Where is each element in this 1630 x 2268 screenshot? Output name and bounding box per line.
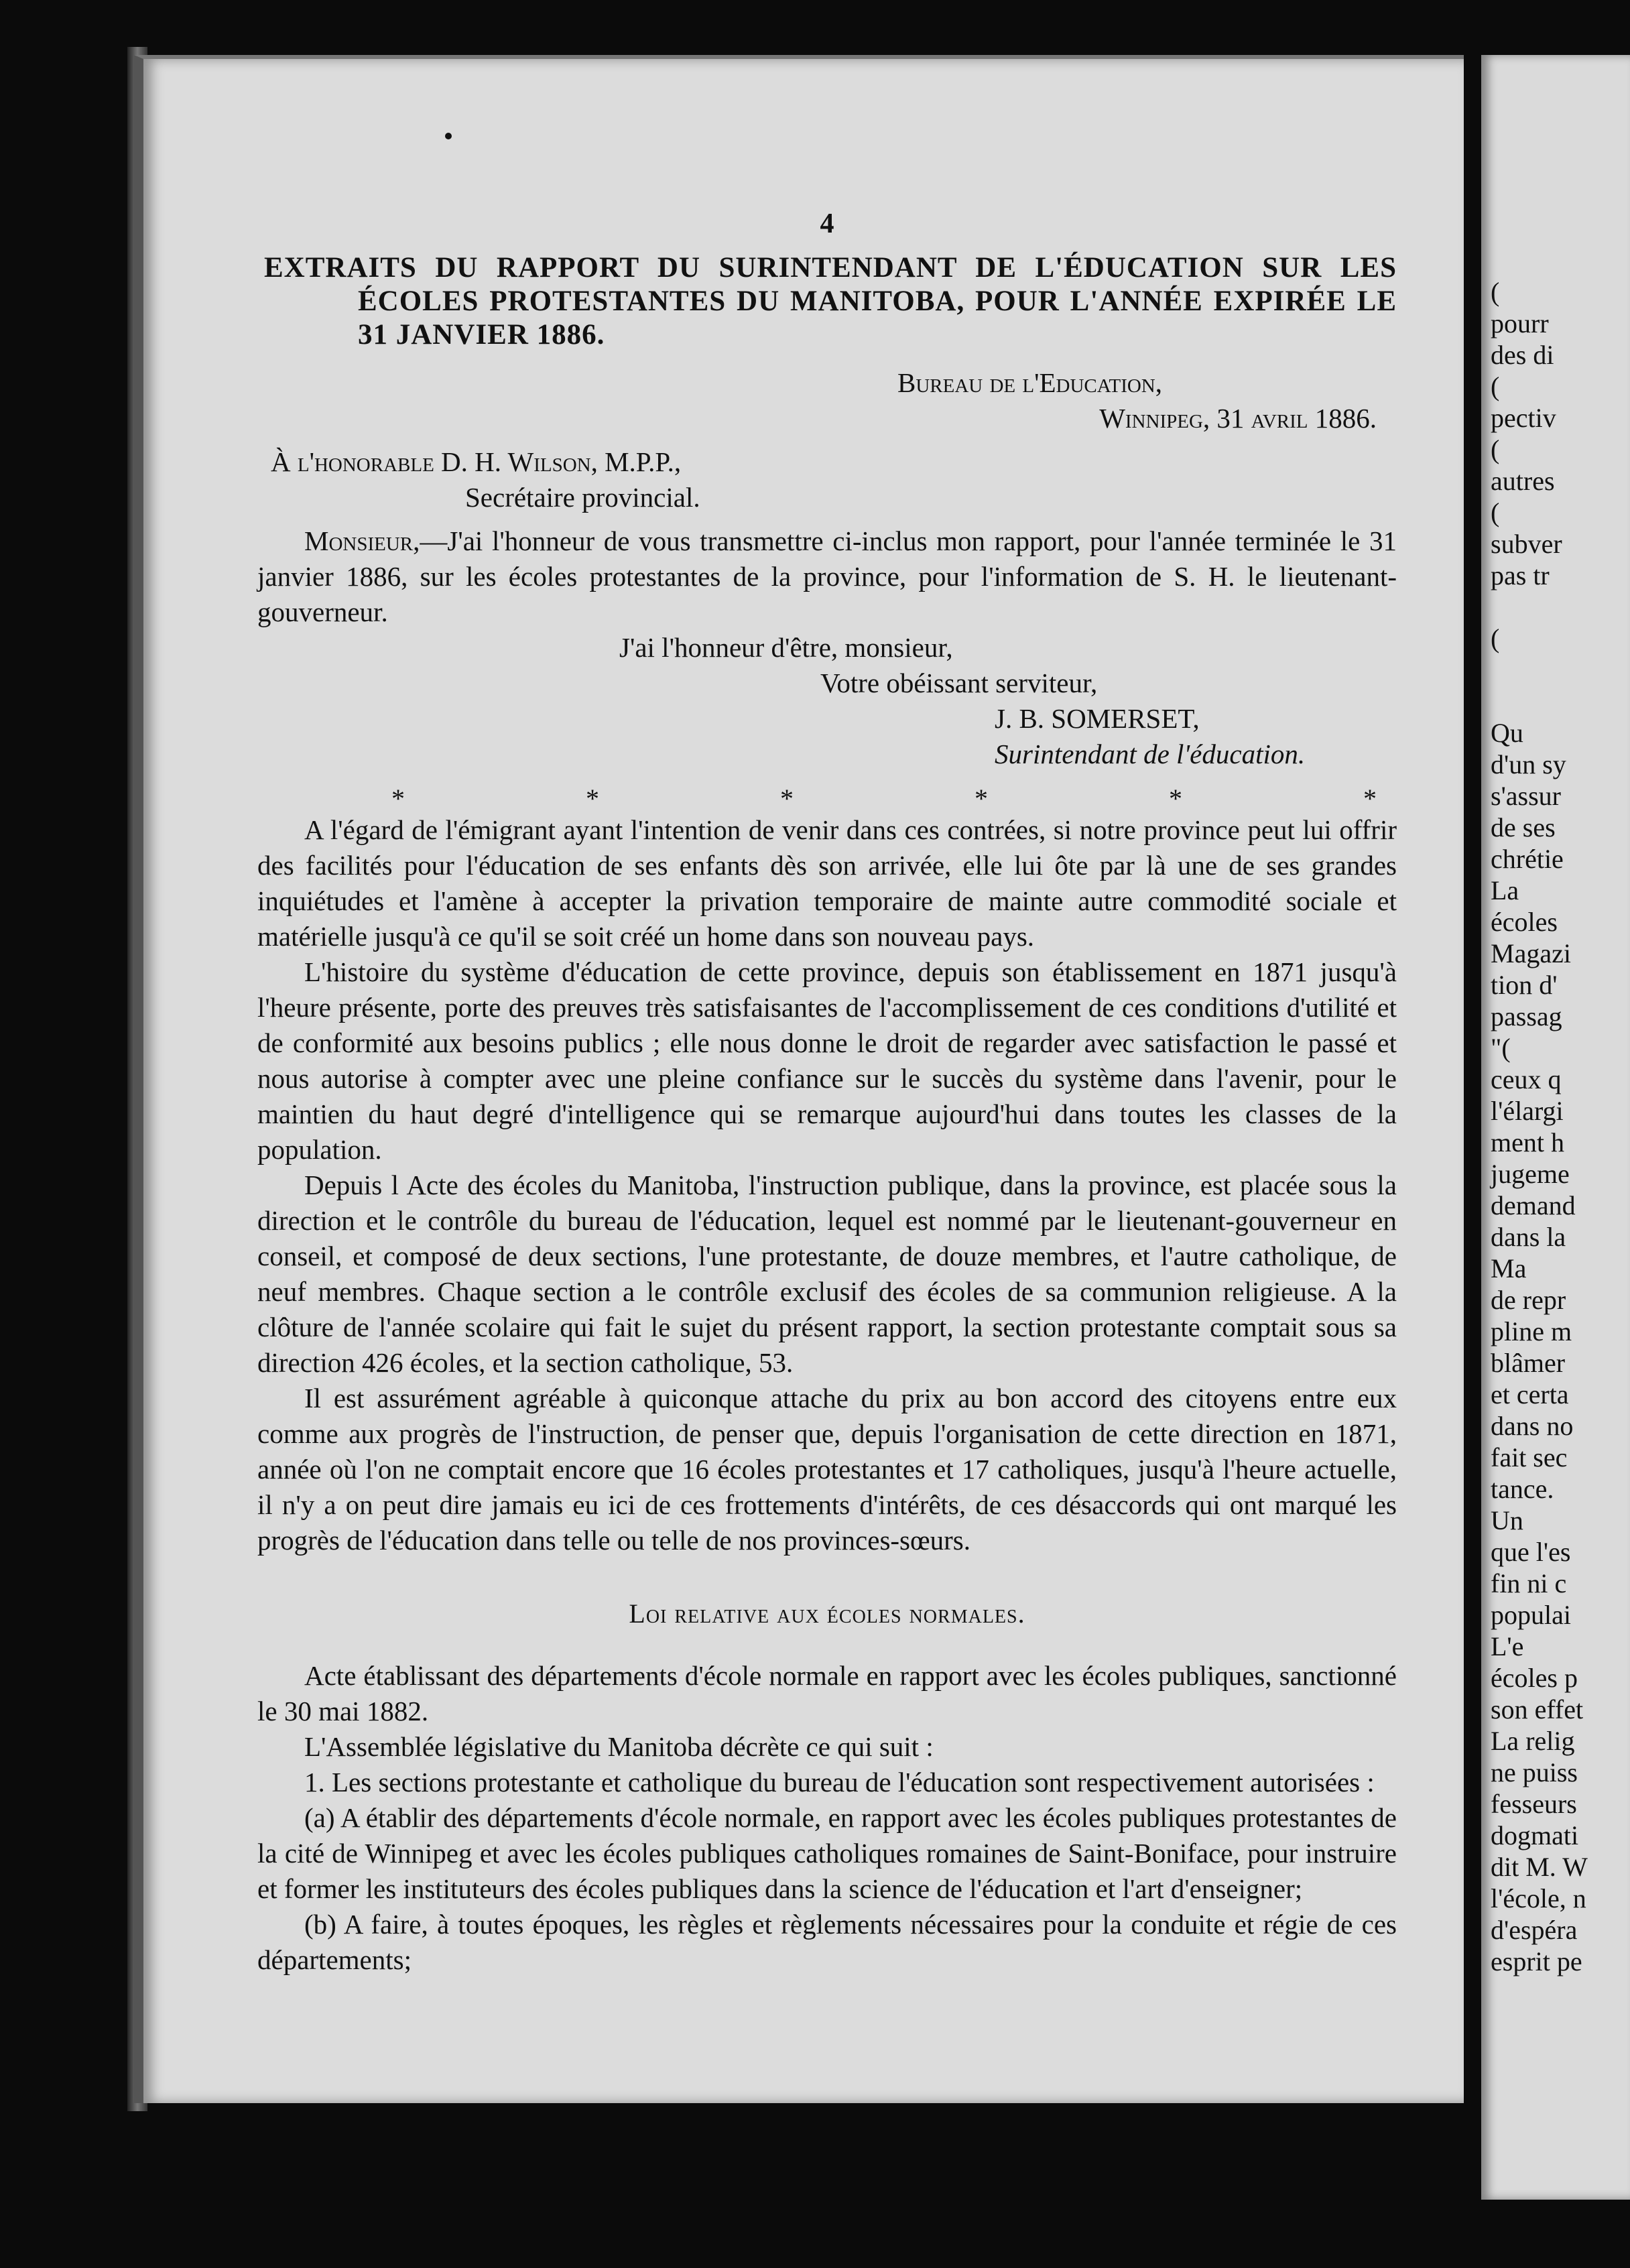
facing-page-line: dans la bbox=[1491, 1222, 1566, 1252]
facing-page-line: des di bbox=[1491, 340, 1554, 370]
closing-line-2: Votre obéissant serviteur, bbox=[820, 668, 1098, 698]
facing-page-line bbox=[1491, 591, 1630, 623]
signature-title: Surintendant de l'éducation. bbox=[995, 739, 1306, 769]
place-date: Winnipeg, 31 avril 1886. bbox=[1099, 403, 1377, 434]
facing-page-line: dogmati bbox=[1491, 1820, 1579, 1850]
facing-page-line: ceux q bbox=[1491, 1064, 1562, 1094]
act-paragraph: (a) A établir des départements d'école normale, en rapport avec les écoles publiques protestantes de la cité de Winnipeg et avec les écoles publiques catholiques romaines de Saint-Boniface, pour instruire et former les instituteurs des écoles publiques dans la science de l'éducation et l'art d'enseigner; bbox=[257, 1802, 1397, 1904]
facing-page-line: tion d' bbox=[1491, 970, 1558, 1000]
facing-page-line: fin ni c bbox=[1491, 1568, 1567, 1598]
facing-page-line: Magazi bbox=[1491, 938, 1571, 968]
facing-page-line: ( bbox=[1491, 434, 1500, 464]
closing-line-1: J'ai l'honneur d'être, monsieur, bbox=[619, 632, 953, 663]
main-page bbox=[134, 55, 1464, 2103]
signature: J. B. SOMERSET, bbox=[995, 703, 1200, 734]
section-heading: Loi relative aux écoles normales. bbox=[629, 1598, 1025, 1629]
facing-page-line: tance. bbox=[1491, 1474, 1554, 1504]
paragraph: Il est assurément agréable à quiconque attache du prix au bon accord des citoyens entre eux comme aux progrès de l'instruction, de penser que, depuis l'organisation de cette direction en 1871, année où l'on ne comptait encore que 16 écoles protestantes et 17 catholiques, jusqu'à l'heure actuelle, il n'y a on peut dire jamais eu ici de ces frottements d'intérêts, de ces désaccords qui ont marqué les progrès de l'éducation dans telle ou telle de nos provinces-sœurs. bbox=[257, 1383, 1397, 1556]
facing-page-line: d'un sy bbox=[1491, 749, 1566, 779]
asterisk: * bbox=[780, 783, 794, 814]
facing-page-line: La relig bbox=[1491, 1726, 1575, 1756]
facing-page-line: La bbox=[1491, 875, 1519, 905]
facing-page-line: passag bbox=[1491, 1001, 1562, 1031]
facing-page-line: Ma bbox=[1491, 1253, 1527, 1283]
facing-page-line: ( bbox=[1491, 497, 1500, 527]
document-title: EXTRAITS DU RAPPORT DU SURINTENDANT DE L'ÉDUCATION SUR LES ÉCOLES PROTESTANTES DU MANITOBA, POUR L'ANNÉE EXPIRÉE LE 31 JANVIER 1886. bbox=[264, 252, 1397, 351]
facing-page-line: Un bbox=[1491, 1505, 1523, 1535]
addressee: À l'honorable D. H. Wilson, M.P.P., bbox=[271, 446, 682, 477]
facing-page-line: pectiv bbox=[1491, 403, 1556, 433]
facing-page-line: ne puiss bbox=[1491, 1757, 1578, 1787]
facing-page-line: "( bbox=[1491, 1033, 1511, 1063]
act-paragraph: (b) A faire, à toutes époques, les règles et règlements nécessaires pour la conduite et régie de ces départements; bbox=[257, 1909, 1397, 1975]
facing-page-line: l'élargi bbox=[1491, 1096, 1564, 1126]
facing-page-line: que l'es bbox=[1491, 1537, 1571, 1567]
facing-page-line: de ses bbox=[1491, 812, 1556, 842]
facing-page-line: L'e bbox=[1491, 1631, 1524, 1661]
facing-page-line: autres bbox=[1491, 466, 1555, 496]
facing-page-line bbox=[1491, 654, 1630, 686]
facing-page-line: subver bbox=[1491, 529, 1562, 559]
act-paragraph: L'Assemblée législative du Manitoba décrète ce qui suit : bbox=[304, 1731, 934, 1762]
facing-page-line: dans no bbox=[1491, 1411, 1574, 1441]
facing-page-line: ment h bbox=[1491, 1127, 1564, 1157]
facing-page-line bbox=[1491, 686, 1630, 717]
act-paragraph: 1. Les sections protestante et catholique du bureau de l'éducation sont respectivement autorisées : bbox=[304, 1767, 1375, 1798]
salutation: Monsieur, bbox=[304, 525, 420, 556]
bureau-line: Bureau de l'Education, bbox=[897, 367, 1162, 398]
facing-page-line: populai bbox=[1491, 1600, 1571, 1630]
facing-page-line: fait sec bbox=[1491, 1442, 1568, 1472]
ink-speck bbox=[445, 133, 452, 139]
facing-page-line: d'espéra bbox=[1491, 1915, 1578, 1945]
page-content bbox=[257, 206, 1397, 1978]
paragraph: Depuis l Acte des écoles du Manitoba, l'instruction publique, dans la province, est placée sous la direction et le contrôle du bureau de l'éducation, lequel est nommé par le lieutenant-gouverneur en conseil, et composé de deux sections, l'une protestante, de douze membres, et l'autre catholique, de neuf membres. Chaque section a le contrôle exclusif des écoles de sa communion religieuse. A la clôture de l'année scolaire qui fait le sujet du présent rapport, la section protestante comptait sous sa direction 426 écoles, et la section catholique, 53. bbox=[257, 1170, 1397, 1378]
paragraph: A l'égard de l'émigrant ayant l'intention de venir dans ces contrées, si notre province peut lui offrir des facilités pour l'éducation de ses enfants dès son arrivée, elle lui ôte par là une de ses grandes inquiétudes et l'amène à accepter la privation temporaire de mainte autre commodité sociale et matérielle jusqu'à ce qu'il se soit créé un home dans son nouveau pays. bbox=[257, 814, 1397, 952]
asterisk: * bbox=[975, 783, 988, 814]
paragraph: L'histoire du système d'éducation de cette province, depuis son établissement en 1871 jusqu'à l'heure présente, porte des preuves très satisfaisantes de l'accomplissement de ces conditions d'utilité et de conformité aux besoins publics ; elle nous donne le droit de regarder avec satisfaction le passé et nous autorise à compter avec une pleine confiance sur le succès du système dans l'avenir, pour le maintien du haut degré d'intelligence qui se remarque aujourd'hui dans toutes les classes de la population. bbox=[257, 956, 1397, 1165]
facing-page-line: pline m bbox=[1491, 1316, 1572, 1346]
facing-page-line: écoles p bbox=[1491, 1663, 1578, 1693]
asterisk-separator bbox=[257, 772, 1397, 812]
asterisk: * bbox=[1363, 783, 1377, 814]
facing-page-line: de repr bbox=[1491, 1285, 1566, 1315]
facing-page-line: dit M. W bbox=[1491, 1852, 1588, 1882]
facing-page-line: pourr bbox=[1491, 308, 1549, 338]
facing-page-line: Qu bbox=[1491, 718, 1523, 748]
facing-page-line: ( bbox=[1491, 277, 1500, 307]
facing-page-line: chrétie bbox=[1491, 844, 1564, 874]
asterisk: * bbox=[391, 783, 405, 814]
facing-page-line: ( bbox=[1491, 371, 1500, 401]
facing-page-line: pas tr bbox=[1491, 560, 1550, 590]
facing-page-line: écoles bbox=[1491, 907, 1558, 937]
facing-page-line: son effet bbox=[1491, 1694, 1584, 1724]
facing-page-line: fesseurs bbox=[1491, 1789, 1577, 1819]
asterisk: * bbox=[586, 783, 599, 814]
act-paragraph: Acte établissant des départements d'école normale en rapport avec les écoles publiques, sanctionné le 30 mai 1882. bbox=[257, 1660, 1397, 1726]
facing-page-line: blâmer bbox=[1491, 1348, 1566, 1378]
facing-page-line: et certa bbox=[1491, 1379, 1569, 1409]
facing-page-line: s'assur bbox=[1491, 781, 1561, 811]
facing-page bbox=[1481, 55, 1630, 2200]
facing-page-line: l'école, n bbox=[1491, 1883, 1586, 1913]
facing-page-line: ( bbox=[1491, 623, 1500, 653]
asterisk: * bbox=[1169, 783, 1182, 814]
facing-page-line: demand bbox=[1491, 1190, 1576, 1220]
letter-text: —J'ai l'honneur de vous transmettre ci-inclus mon rapport, pour l'année terminée le 31 janvier 1886, sur les écoles protestantes de la province, pour l'information de S. H. le lieutenant-gouverneur. bbox=[257, 525, 1397, 627]
facing-page-line: esprit pe bbox=[1491, 1946, 1582, 1976]
facing-page-line: jugeme bbox=[1491, 1159, 1570, 1189]
letter-body bbox=[257, 523, 1397, 630]
page-number: 4 bbox=[820, 208, 834, 239]
addressee-title: Secrétaire provincial. bbox=[465, 482, 700, 513]
facing-page-text bbox=[1491, 276, 1630, 1977]
